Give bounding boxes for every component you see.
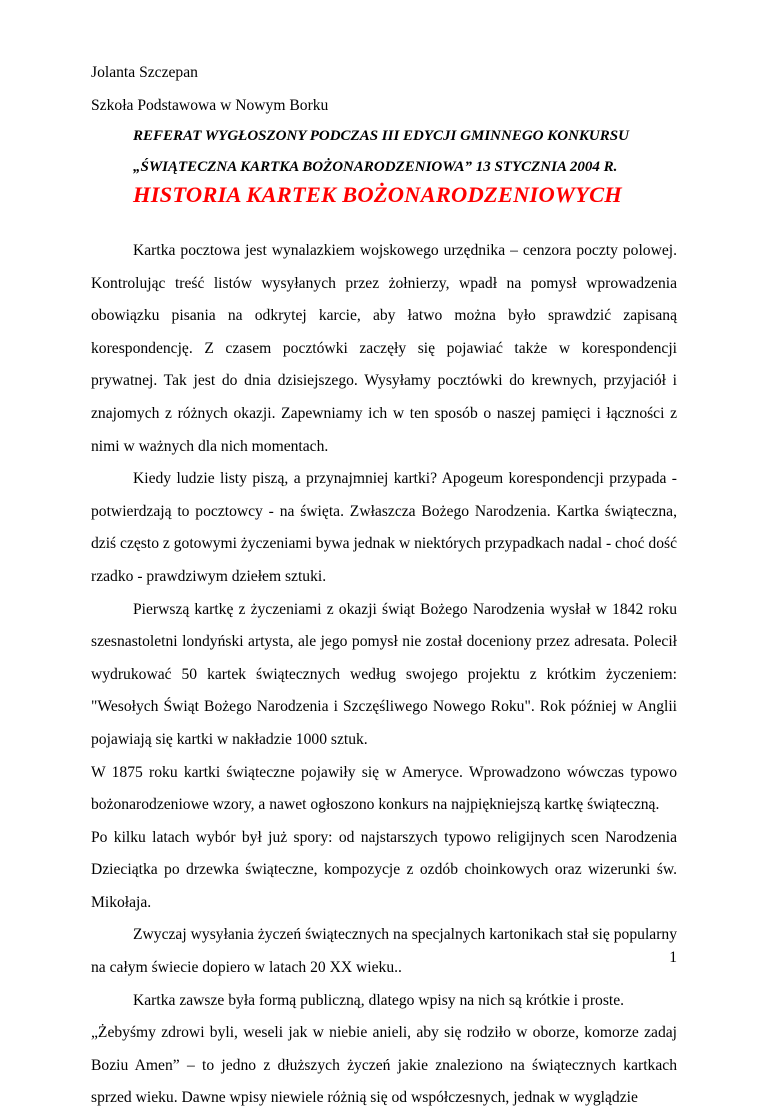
- paragraph-4: W 1875 roku kartki świąteczne pojawiły się w Ameryce. Wprowadzono wówczas typowo bożonarodzeniowe wzory, a nawet ogłoszono konkurs na najpiękniejszą kartkę świąteczną.: [91, 763, 677, 814]
- school-name: Szkoła Podstawowa w Nowym Borku: [91, 97, 329, 114]
- page-number: 1: [669, 949, 677, 966]
- paragraph-8: „Żebyśmy zdrowi byli, weseli jak w niebie anieli, aby się rodziło w oborze, komorze zadaj Boziu Amen” – to jedno z dłuższych życzeń jakie znaleziono na świątecznych kartkach sprzed wieku. Dawne wpisy niewiele różnią się od współczesnych, jednak w wyglądzie: [91, 1024, 677, 1107]
- paragraph-5: Po kilku latach wybór był już spory: od najstarszych typowo religijnych scen Narodzenia Dzieciątka po drzewka świąteczne, kompozycje z ozdób choinkowych oraz wizerunki św. Mikołaja.: [91, 828, 677, 911]
- paragraph-1: Kartka pocztowa jest wynalazkiem wojskowego urzędnika – cenzora poczty polowej. Kontrolując treść listów wysyłanych przez żołnierzy, wpadł na pomysł wprowadzenia obowiązku pisania na odkrytej karcie, aby łatwo można było sprawdzić zapisaną korespondencję. Z czasem pocztówki zaczęły się pojawiać także w korespondencji prywatnej. Tak jest do dnia dzisiejszego. Wysyłamy pocztówki do krewnych, przyjaciół i znajomych z różnych okazji. Zapewniamy ich w ten sposób o naszej pamięci i łączności z nimi w ważnych dla nich momentach.: [91, 242, 677, 455]
- document-title: HISTORIA KARTEK BOŻONARODZENIOWYCH: [133, 182, 622, 207]
- document-body: [91, 235, 677, 1115]
- paragraph-6: Zwyczaj wysyłania życzeń świątecznych na specjalnych kartonikach stał się popularny na całym świecie dopiero w latach 20 XX wieku..: [91, 926, 677, 977]
- author-name: Jolanta Szczepan: [91, 64, 198, 81]
- paragraph-7: Kartka zawsze była formą publiczną, dlatego wpisy na nich są krótkie i proste.: [133, 991, 625, 1009]
- paragraph-2: Kiedy ludzie listy piszą, a przynajmniej kartki? Apogeum korespondencji przypada - potwierdzają to pocztowcy - na święta. Zwłaszcza Bożego Narodzenia. Kartka świąteczna, dziś często z gotowymi życzeniami bywa jednak w niektórych przypadkach nadal - choć dość rzadko - prawdziwym dziełem sztuki.: [91, 470, 677, 585]
- paragraph-3: Pierwszą kartkę z życzeniami z okazji świąt Bożego Narodzenia wysłał w 1842 roku szesnastoletni londyński artysta, ale jego pomysł nie został doceniony przez adresata. Polecił wydrukować 50 kartek świątecznych według swojego projektu z krótkim życzeniem: "Wesołych Świąt Bożego Narodzenia i Szczęśliwego Nowego Roku". Rok później w Anglii pojawiają się kartki w nakładzie 1000 sztuk.: [91, 600, 677, 748]
- subtitle-line-2: „ŚWIĄTECZNA KARTKA BOŻONARODZENIOWA” 13 STYCZNIA 2004 R.: [133, 159, 618, 175]
- subtitle-line-1: REFERAT WYGŁOSZONY PODCZAS III EDYCJI GMINNEGO KONKURSU: [133, 128, 629, 144]
